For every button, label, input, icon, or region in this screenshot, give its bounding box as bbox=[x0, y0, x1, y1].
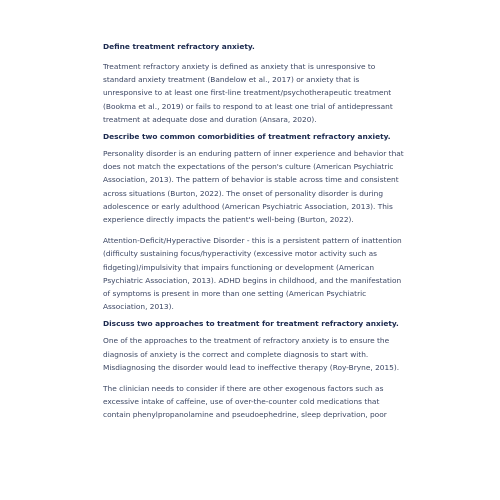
paragraph-correct-diagnosis: One of the approaches to the treatment of refractory anxiety is to ensure the diagnosis of anxiety is the correct and complete diagnosis to start with. Misdiagnosing the disorder would lead to ineffective therapy (Roy-Bryne, 2015). bbox=[103, 336, 400, 372]
paragraph-definition: Treatment refractory anxiety is defined as anxiety that is unresponsive to standard anxiety treatment (Bandelow et al., 2017) or anxiety that is unresponsive to at least one first-line treatment/psychotherapeutic treatment (Bookma et al., 2019) or fails to respond to at least one trial of antidepressant treatment at adequate dose and duration (Ansara, 2020). bbox=[103, 62, 393, 124]
heading-define-treatment-refractory-anxiety: Define treatment refractory anxiety. bbox=[103, 42, 255, 51]
document-body bbox=[103, 40, 405, 422]
heading-comorbidities: Describe two common comorbidities of treatment refractory anxiety. bbox=[103, 132, 391, 142]
paragraph-adhd: Attention-Deficit/Hyperactive Disorder - this is a persistent pattern of inattention (difficulty sustaining focus/hyperactivity (excessive motor activity such as fidgeting)/impulsivity that impairs functioning or development (American Psychiatric Association, 2013). ADHD begins in childhood, and the manifestation of symptoms is present in more than one setting (American Psychiatric Association, 2013). bbox=[103, 236, 402, 312]
heading-treatment-approaches: Discuss two approaches to treatment for treatment refractory anxiety. bbox=[103, 319, 399, 329]
paragraph-exogenous-factors: The clinician needs to consider if there are other exogenous factors such as excessive intake of caffeine, use of over-the-counter cold medications that contain phenylpropanolamine and pseudoephedrine, sleep deprivation, poor bbox=[103, 384, 387, 420]
paragraph-personality-disorder: Personality disorder is an enduring pattern of inner experience and behavior that does not match the expectations of the person's culture (American Psychiatric Association, 2013). The pattern of behavior is stable across time and consistent across situations (Burton, 2022). The onset of personality disorder is during adolescence or early adulthood (American Psychiatric Association, 2013). This experience directly impacts the patient's well-being (Burton, 2022). bbox=[103, 149, 404, 225]
